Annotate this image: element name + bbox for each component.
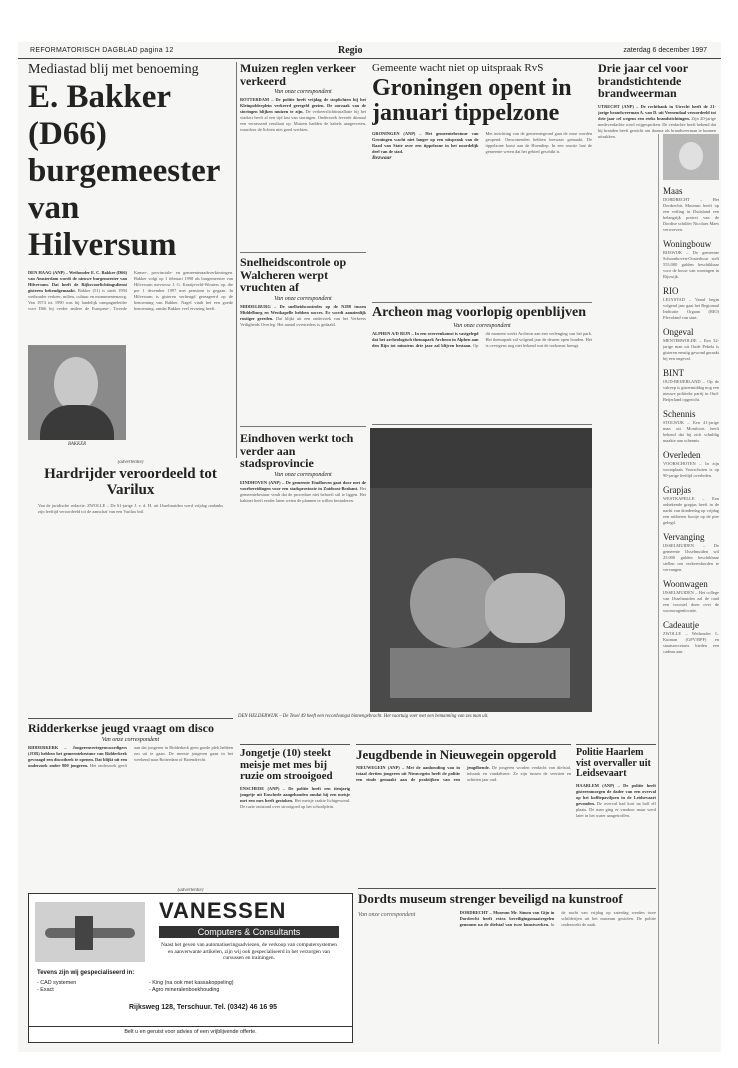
sidebar-photo bbox=[663, 134, 719, 180]
archeon-body: Op dit moment werkt Archeon aan een verlenging van het park. Het themapark zal volgend jaar de deuren open houden. Het is overigens nog niet bekend wat de toekomst brengt. bbox=[473, 330, 592, 348]
brief-title: Grapjas bbox=[663, 485, 691, 495]
brief-title: Maas bbox=[663, 186, 683, 196]
muizen-body: De verkeerslichtinstallatie bij het viaduct heeft al een tijd last van storingen. Onderzoek leverde ditmaal een verrassend resultaat op. Muizen hadden de kabels aangevreten, waardoor de lichten niet goed werkten. bbox=[240, 109, 366, 133]
brief-text: WESTKAPELLE – Een onbekende grapjas heeft in de nacht van donderdag op vrijdag een rubberen bootje op de pier gelegd. bbox=[663, 496, 719, 525]
article-ridderkerk bbox=[28, 718, 233, 869]
brief-title: BINT bbox=[663, 368, 684, 378]
column-rule bbox=[236, 62, 237, 458]
brief-text: LELYSTAD – Vanaf begin volgend jaar gaat het Regionaal Indicatie Orgaan (RIO) Flevoland van start. bbox=[663, 297, 719, 320]
brief-title: Ongeval bbox=[663, 327, 694, 337]
ridderkerk-lead: RIDDERKERK – Jongerenvertegenwoordigers (JOR) hebben het gemeentebestuur van Ridderkerk gevraagd een discotheek te openen. Dat blijkt uit een onderzoek onder 800 jongeren. bbox=[28, 744, 127, 768]
varilux-text: Van de juridische redactie. ZWOLLE – De 61-jarige J. v. d. H. uit IJsselmuiden werd vrijdag ondanks zijn leeftijd veroordeeld tot de aanschaf van een Varilux bril. bbox=[38, 502, 223, 514]
haarlem-headline: Politie Haarlem vist overvaller uit Leidsevaart bbox=[576, 747, 651, 779]
brief-text: OUD-BEIJERLAND – Op de valreep is gistermiddag nog een nieuwe politieke partij in Oud-Beijerland opgericht. bbox=[663, 379, 719, 402]
vanessen-pitch: Naast het geven van automatiseringsadviezen, de verkoop van computersystemen en aanverwante artikelen, zijn wij ook gespecialiseerd in het verzorgen van cursussen en trainingen. bbox=[161, 942, 337, 961]
jeugdbende-body: De jongeren worden verdacht van diefstal, inbraak en vandalisme. Ze zijn tussen de veertien en achttien jaar oud. bbox=[467, 764, 571, 782]
vanessen-address: Rijksweg 128, Terschuur. Tel. (0342) 46 16 95 bbox=[129, 1004, 277, 1011]
jongetje-text bbox=[240, 786, 350, 810]
jeugdbende-lead: NIEUWEGEIN (ANP) – Met de aanhouding van in totaal dertien jongeren uit Nieuwegein heeft de politie een einde gemaakt aan de praktijken van een jeugdbende. bbox=[356, 764, 490, 782]
jongetje-body: Het meisje raakte lichtgewond. De ruzie ontstond over strooigoed op het schoolplein. bbox=[240, 797, 350, 809]
bakker-kicker: Mediastad blij met benoeming bbox=[28, 62, 199, 77]
brief-title: Schennis bbox=[663, 409, 696, 419]
brief-text: STOLWIJK – Een 41-jarige man uit Montfoort heeft bekend dat hij zich schuldig maakte aan schennis. bbox=[663, 420, 719, 443]
snelheid-byline: Van onze correspondent bbox=[274, 295, 332, 302]
snelheid-body: Dat blijkt uit een onderzoek van het Verkeers Veiligheids Overleg. Het aantal overtreders is gedaald. bbox=[240, 315, 366, 327]
muizen-headline: Muizen reglen verkeer verkeerd bbox=[240, 62, 356, 88]
article-bakker bbox=[28, 62, 233, 492]
haarlem-lead: HAARLEM (ANP) – De politie heeft gisterenmorgen de dader van een overval op het koffiepaviljoen in de Leidsevaart gevonden. bbox=[576, 782, 656, 806]
news-photo bbox=[370, 428, 592, 712]
dordts-byline: Van onze correspondent bbox=[358, 911, 416, 918]
groningen-text bbox=[372, 131, 592, 161]
jeugdbende-headline: Jeugdbende in Nieuwegein opgerold bbox=[356, 747, 557, 762]
ad-varilux bbox=[28, 460, 233, 610]
brief-woningbouw bbox=[663, 239, 719, 280]
sidebar-briefs bbox=[663, 134, 719, 1046]
brief-text: ZWOLLE – Wethouder L. Kuiman (GPV/RPF) en staatssecretaris bieden een cadeau aan. bbox=[663, 631, 719, 654]
eindhoven-byline: Van onze correspondent bbox=[274, 471, 332, 478]
article-haarlem bbox=[576, 744, 656, 885]
brief-grapjas bbox=[663, 485, 719, 526]
snelheid-text bbox=[240, 304, 366, 328]
paper-name: REFORMATORISCH DAGBLAD pagina 12 bbox=[30, 47, 174, 54]
brief-overleden bbox=[663, 450, 719, 479]
bakker-photo-caption: BAKKER bbox=[67, 442, 87, 447]
section-title: Regio bbox=[338, 45, 363, 56]
varilux-label: (advertentie) bbox=[117, 460, 144, 465]
newspaper-page bbox=[18, 42, 721, 1052]
eindhoven-text bbox=[240, 480, 366, 504]
brief-text: MENTERWOLDE – Een 32-jarige man uit Oude Pekela is gisteren ernstig gewond geraakt bij een ongeval. bbox=[663, 338, 719, 361]
sidebar-rule bbox=[658, 134, 659, 1044]
groningen-kicker: Gemeente wacht niet op uitspraak RvS bbox=[372, 62, 544, 74]
jongetje-headline: Jongetje (10) steekt meisje met mes bij ruzie om strooigoed bbox=[240, 747, 333, 783]
ridderkerk-body: Het onderzoek geeft aan dat jongeren in Ridderkerk geen goede plek hebben om uit te gaan. De meeste jongeren gaan in het weekend naar Rotterdam of Barendrecht. bbox=[89, 744, 233, 768]
brief-cadeautje bbox=[663, 620, 719, 655]
vanessen-services-title: Tevens zijn wij gespecialiseerd in: bbox=[37, 970, 135, 976]
bakker-portrait bbox=[28, 345, 126, 440]
ridderkerk-text bbox=[28, 745, 233, 769]
brief-title: Cadeautje bbox=[663, 620, 699, 630]
archeon-byline: Van onze correspondent bbox=[453, 322, 511, 329]
groningen-headline: Groningen opent in januari tippelzone bbox=[372, 75, 572, 127]
muizen-byline: Van onze correspondent bbox=[274, 89, 332, 96]
haarlem-body: De overval had kort na half elf plaats. De man ging er vandoor maar werd later in het water aangetroffen. bbox=[576, 800, 656, 818]
vanessen-services-list-2 bbox=[149, 980, 234, 994]
jongetje-lead: ENSCHEDE (ANP) – De politie heeft een tienjarig jongetje uit Enschede aangehouden omdat hij een meisje met een mes heeft gestoken. bbox=[240, 785, 350, 803]
vanessen-services-list bbox=[37, 980, 76, 994]
vanessen-footer: Belt u en geruist voor advies of een vrijblijvende offerte. bbox=[29, 1026, 352, 1035]
brandweer-headline: Drie jaar cel voor brandstichtende brandweerman bbox=[598, 62, 688, 101]
article-snelheid bbox=[240, 256, 366, 427]
brief-vervanging bbox=[663, 532, 719, 573]
page-date: zaterdag 6 december 1997 bbox=[623, 47, 707, 54]
haarlem-text bbox=[576, 783, 656, 819]
dordts-lead: DORDRECHT – Museum Mr. Simon van Gijn in Dordrecht heeft extra beveiligingsmaatregelen genomen na de diefstal van twee kunstwerken. bbox=[459, 909, 555, 927]
eindhoven-lead: EINDHOVEN (ANP) – De gemeente Eindhoven gaat door met de voorbereidingen voor een stadsprovincie in Zuidoost-Brabant. bbox=[240, 479, 366, 491]
brief-text: DORDRECHT – Het Dordrechts Museum heeft op een veiling in Duitsland een belangrijk portret van de Dordtse schilder Nicolaes Maes verworven. bbox=[663, 197, 719, 232]
article-archeon bbox=[372, 306, 592, 425]
bakker-headline: E. Bakker (D66) burgemeester van Hilversum bbox=[28, 79, 220, 264]
article-eindhoven bbox=[240, 432, 366, 682]
article-jeugdbende bbox=[356, 744, 571, 885]
ridderkerk-headline: Ridderkerkse jeugd vraagt om disco bbox=[28, 721, 214, 735]
masthead bbox=[18, 42, 721, 59]
brief-text: RIJSWIJK – De gemeente Schoonhoven-Oosterhout stelt 553.000 gulden beschikbaar voor de bouw van woningen in Rijswijk. bbox=[663, 250, 719, 279]
brief-ongeval bbox=[663, 327, 719, 362]
vanessen-service: - Agro mineralenboekhouding bbox=[149, 987, 220, 993]
snelheid-headline: Snelheidscontrole op Walcheren werpt vruchten af bbox=[240, 256, 347, 295]
ad-vanessen bbox=[28, 888, 353, 1048]
brief-schennis bbox=[663, 409, 719, 444]
brief-maas bbox=[663, 186, 719, 233]
brief-text: VOORSCHOTEN – In zijn woonplaats Voorschoten is op 90-jarige leeftijd overleden. bbox=[663, 461, 719, 478]
brief-text: IJSSELMUIDEN – De gemeente IJsselmuiden wil 25.000 gulden beschikbaar stellen om verkeersborden te vervangen. bbox=[663, 543, 719, 572]
airplane-illustration bbox=[35, 902, 145, 962]
muizen-text bbox=[240, 97, 366, 133]
groningen-subhead: Bezwaar bbox=[372, 155, 392, 162]
brief-title: Vervanging bbox=[663, 532, 705, 542]
brief-title: Woningbouw bbox=[663, 239, 712, 249]
brandweer-lead: UTRECHT (ANP) – De rechtbank in Utrecht heeft de 21-jarige brandweerman A. van D. uit Veenendaal veroordeeld tot drie jaar cel wegens een reeks brandstichtingen. bbox=[598, 103, 716, 121]
jeugdbende-text bbox=[356, 765, 571, 783]
brief-woonwagen bbox=[663, 579, 719, 614]
vanessen-label: (advertentie) bbox=[177, 888, 204, 893]
vanessen-service: - Exact bbox=[37, 987, 54, 993]
snelheid-lead: MIDDELBURG – De snelheidscontroles op de N288 tussen Middelburg en Westkapelle hebben succes. Er wordt aanzienlijk rustiger gereden. bbox=[240, 303, 366, 321]
groningen-lead: GRONINGEN (ANP) – Het gemeentebestuur van Groningen wacht niet langer op een uitspraak van de Raad van State over een tippelzone in het noordelijk deel van de stad. bbox=[372, 131, 479, 155]
dordts-headline: Dordts museum strenger beveiligd na kunstroof bbox=[358, 891, 623, 906]
brandweer-body: Zijn 20-jarige medeverdachte werd vrijgesproken. De verdachte heeft bekend dat hij branden heeft gesticht om daarna als brandweerman te kunnen uitrukken. bbox=[598, 115, 716, 139]
article-groningen bbox=[372, 62, 592, 303]
groningen-body: Met inrichting van de gemeentegrond gaat de zone worden geopend. Omwonenden hebben bezwaar gemaakt. De tippelzone komt aan de Hoendiep. In een reactie laat de gemeente weten dat het gebied geschikt is. bbox=[485, 131, 592, 155]
brief-rio bbox=[663, 286, 719, 321]
dordts-text bbox=[358, 910, 656, 928]
bakker-lead: DEN HAAG (ANP) – Wethouder E. C. Bakker (D66) van Amsterdam wordt de nieuwe burgemeester van Hilversum. Dat heeft de Rijksvoorlichtingsdienst gisteren bekendgemaakt. bbox=[28, 270, 127, 294]
vanessen-service: - CAD systemen bbox=[37, 980, 77, 986]
muizen-lead: ROTTERDAM – De politie heeft vrijdag de stoplichten bij het Kleinpolderplein verkeerd geregeld gezien. De oorzaak van de storingen blijken muizen te zijn. bbox=[240, 97, 366, 115]
dordts-body: In de nacht van vrijdag op zaterdag werden twee schilderijen uit het museum gestolen. De politie onderzoekt de zaak. bbox=[550, 909, 656, 927]
brief-title: Woonwagen bbox=[663, 579, 708, 589]
archeon-lead: ALPHEN A/D RIJN – In een overeenkomst is vastgelegd dat het archeologisch themapark Archeon in Alphen aan den Rijn tot minstens drie jaar zal blijven bestaan. bbox=[372, 330, 479, 348]
article-dordts bbox=[358, 888, 656, 1049]
news-photo-caption: DEN HELDERWIJK – De Texel 49 heeft een recordvangst binnengebracht. Het vaartuig voer met een bemanning van zes man uit. bbox=[238, 714, 489, 719]
vanessen-name: VANESSEN bbox=[159, 898, 287, 923]
vanessen-tagline: Computers & Consultants bbox=[159, 926, 339, 938]
eindhoven-body: Het gemeentebestuur vindt dat de procedure niet behoeft stil te liggen. Het kabinet heeft eerder laten weten de plannen te willen bestuderen. bbox=[240, 485, 366, 503]
brief-text: IJSSELMUIDEN – Het college van IJsselmuiden zal de raad een voorstel doen over de woonwagenlocatie. bbox=[663, 590, 719, 613]
archeon-headline: Archeon mag voorlopig openblijven bbox=[372, 306, 587, 320]
archeon-text bbox=[372, 331, 592, 349]
brief-title: Overleden bbox=[663, 450, 701, 460]
brief-bint bbox=[663, 368, 719, 403]
bakker-body: Bakker (51) is sinds 1994 wethouder verkeer, milieu, cultuur en monumentenzorg. Van 1974 tot 1990 was hij landelijk campagneleider voor D66 bij verder andere de Europese-, Tweede Kamer-, provinciale- en gemeenteraadsverkiezingen. Bakker volgt op 1 februari 1998 als burgemeester van Hilversum mevrouw J. G. Kraaijeveld-Wouters op, die per 1 december 1997 met pensioen is gegaan. In Hilversum is gisteren verheugd gereageerd op de benoeming van Bakker. Nagel vindt het een goede benoeming, omdat Bakker veel ervaring heeft. bbox=[28, 270, 233, 312]
ridderkerk-byline: Van onze correspondent bbox=[101, 736, 160, 743]
article-jongetje bbox=[240, 744, 350, 885]
brief-title: RIO bbox=[663, 286, 679, 296]
eindhoven-headline: Eindhoven werkt toch verder aan stadsprovincie bbox=[240, 432, 354, 471]
article-muizen bbox=[240, 62, 366, 253]
vanessen-service: - King (na ook met kassakoppeling) bbox=[149, 980, 234, 986]
varilux-headline: Hardrijder veroordeeld tot Varilux bbox=[44, 466, 217, 498]
